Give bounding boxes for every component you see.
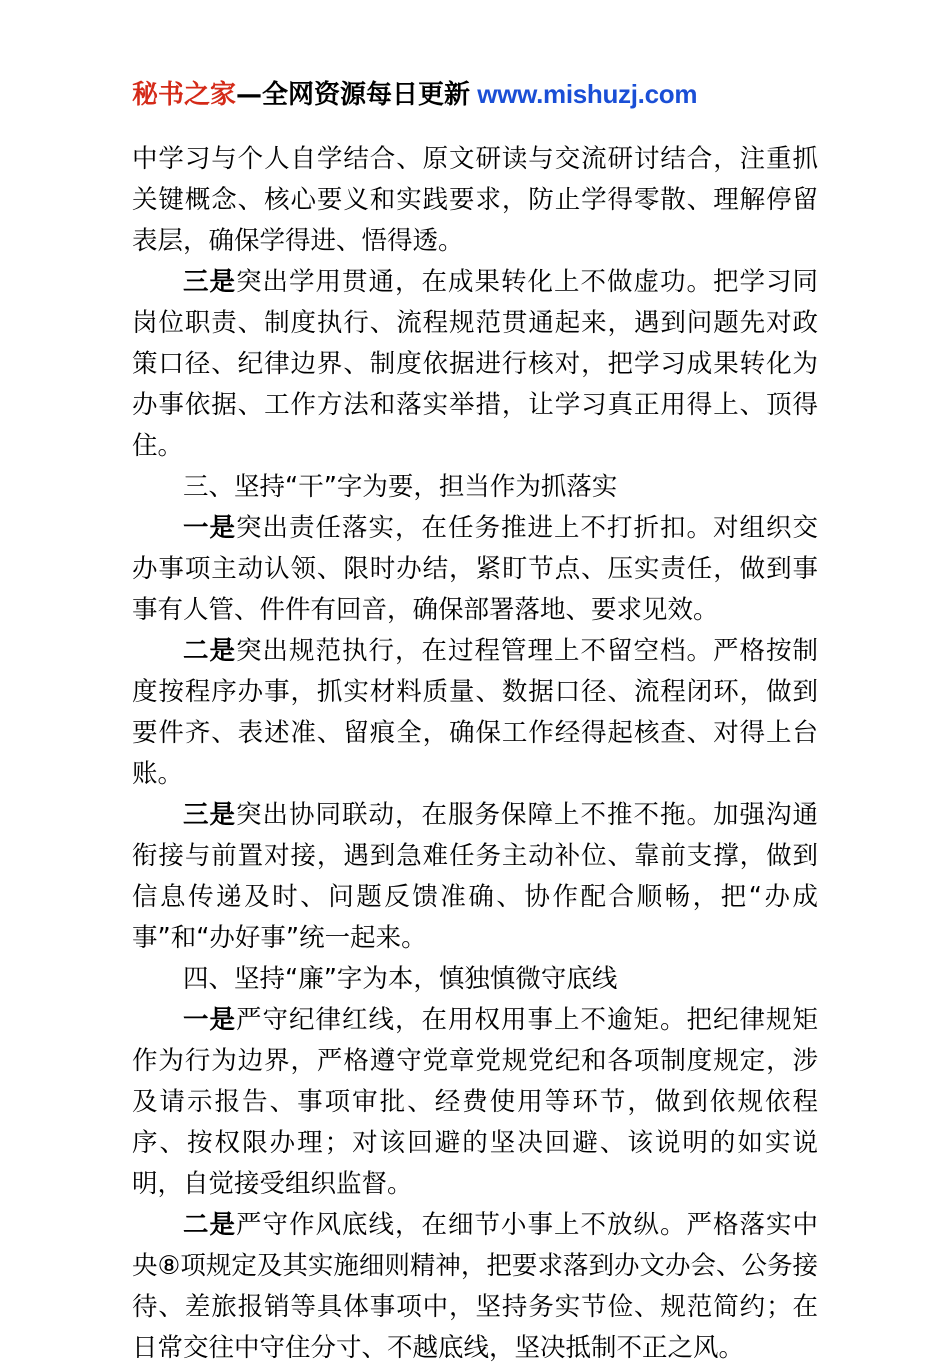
paragraph: [132, 1000, 818, 1205]
paragraph-lead: 一是: [183, 1004, 236, 1035]
paragraph-lead: 三是: [183, 799, 236, 830]
paragraph: [132, 262, 818, 467]
paragraph-text: 突出协同联动，在服务保障上不推不拖。加强沟通衔接与前置对接，遇到急难任务主动补位、靠前支撑，做到信息传递及时、问题反馈准确、协作配合顺畅，把“办成事”和“办好事”统一起来。: [132, 799, 818, 953]
site-url-link[interactable]: www.mishuzj.com: [477, 79, 698, 109]
paragraph: [132, 1205, 818, 1369]
paragraph-lead: 二是: [183, 635, 236, 666]
section-heading: [132, 959, 818, 1000]
paragraph-text: 严守纪律红线，在用权用事上不逾矩。把纪律规矩作为行为边界，严格遵守党章党规党纪和各项制度规定，涉及请示报告、事项审批、经费使用等环节，做到依规依程序、按权限办理；对该回避的坚决回避、该说明的如实说明，自觉接受组织监督。: [132, 1004, 818, 1199]
paragraph: [132, 508, 818, 631]
paragraph-text: 严守作风底线，在细节小事上不放纵。严格落实中央⑧项规定及其实施细则精神，把要求落到办文办会、公务接待、差旅报销等具体事项中，坚持务实节俭、规范简约；在日常交往中守住分寸、不越底线，坚决抵制不正之风。: [132, 1209, 818, 1363]
paragraph-lead: 三是: [183, 266, 236, 297]
paragraph-text: 突出责任落实，在任务推进上不打折扣。对组织交办事项主动认领、限时办结，紧盯节点、压实责任，做到事事有人管、件件有回音，确保部署落地、要求见效。: [132, 512, 818, 625]
document-body: [132, 139, 818, 1369]
site-watermark-header: [132, 78, 818, 113]
paragraph-text: 突出规范执行，在过程管理上不留空档。严格按制度按程序办事，抓实材料质量、数据口径、流程闭环，做到要件齐、表述准、留痕全，确保工作经得起核查、对得上台账。: [132, 635, 818, 789]
paragraph: [132, 795, 818, 959]
paragraph-text: 四、坚持“廉”字为本，慎独慎微守底线: [183, 963, 618, 994]
paragraph-text: 三、坚持“干”字为要，担当作为抓落实: [183, 471, 618, 502]
site-tagline-label: —全网资源每日更新: [236, 80, 471, 110]
paragraph-lead: 一是: [183, 512, 236, 543]
site-brand-label: 秘书之家: [132, 80, 237, 110]
paragraph-text: 突出学用贯通，在成果转化上不做虚功。把学习同岗位职责、制度执行、流程规范贯通起来，遇到问题先对政策口径、纪律边界、制度依据进行核对，把学习成果转化为办事依据、工作方法和落实举措，让学习真正用得上、顶得住。: [132, 266, 818, 461]
paragraph: [132, 631, 818, 795]
paragraph-text: 中学习与个人自学结合、原文研读与交流研讨结合，注重抓关键概念、核心要义和实践要求，防止学得零散、理解停留表层，确保学得进、悟得透。: [132, 143, 818, 256]
section-heading: [132, 467, 818, 508]
paragraph: [132, 139, 818, 262]
paragraph-lead: 二是: [183, 1209, 236, 1240]
